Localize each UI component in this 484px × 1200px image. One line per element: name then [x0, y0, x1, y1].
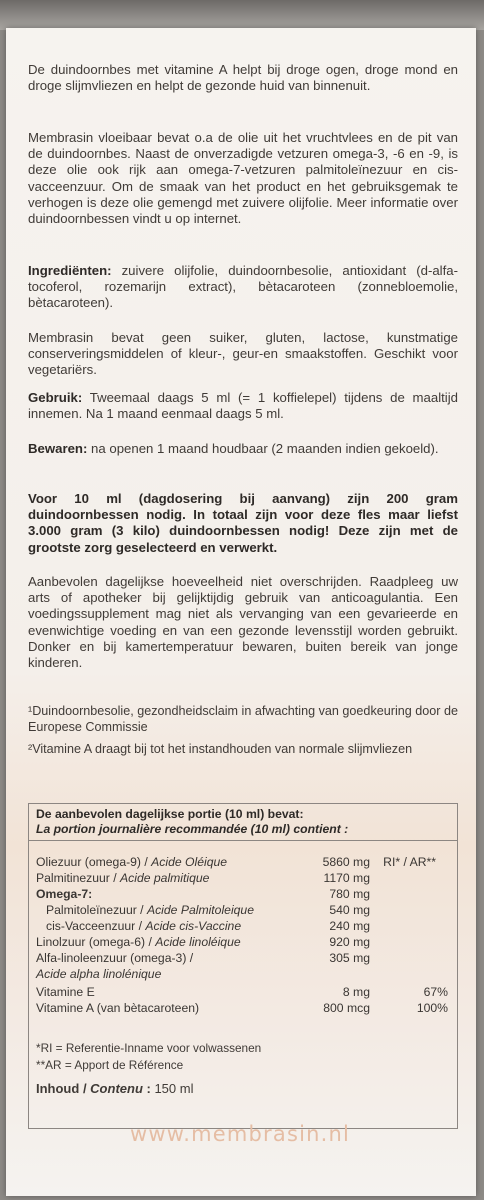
nutrition-row: Alfa-linoleenzuur (omega-3) / 305 mg	[36, 951, 370, 965]
storage-text: na openen 1 maand houdbaar (2 maanden indien gekoeld).	[87, 441, 439, 456]
storage-paragraph	[28, 441, 458, 457]
nutrition-row: Acide alpha linolénique	[36, 967, 162, 981]
nutrition-row: Vitamine E 8 mg 67%	[36, 985, 448, 999]
warning-paragraph: Aanbevolen dagelijkse hoeveelheid niet overschrijden. Raadpleeg uw arts of apotheker bij gelijktijdig gebruik van anticoagulantia. Een voedingssupplement mag niet als vervanging van een gevarieerde en evenwichtige voeding en van een gezonde levensstijl worden gebruikt. Donker en bij kamertemperatuur bewaren, buiten bereik van jonge kinderen.	[28, 574, 458, 671]
nutrition-header-fr: La portion journalière recommandée (10 ml) contient :	[36, 822, 349, 836]
nutrition-row: Vitamine A (van bètacaroteen) 800 mcg 100%	[36, 1001, 448, 1015]
footnote-2: ²Vitamine A draagt bij tot het instandhouden van normale slijmvliezen	[28, 742, 413, 756]
footnote-1: ¹Duindoornbesolie, gezondheidsclaim in afwachting van goedkeuring door de Europese Commissie	[28, 704, 458, 734]
nutrition-row: cis-Vacceenzuur / Acide cis-Vaccine 240 mg	[46, 919, 370, 933]
ingredients-text: zuivere olijfolie, duindoornbesolie, antioxidant (d-alfa-tocoferol, rozemarijn extract), bètacaroteen (zonnebloemolie, bètacaroteen).	[28, 263, 458, 311]
content-line: Inhoud / Contenu : 150 ml	[36, 1081, 194, 1096]
nutrition-header-nl: De aanbevolen dagelijkse portie (10 ml) bevat:	[36, 807, 304, 821]
brand-url: www.membrasin.nl	[130, 1122, 351, 1146]
nutrition-row: Palmitoleïnezuur / Acide Palmitoleique 540 mg	[46, 903, 370, 917]
ri-header: RI* / AR**	[383, 855, 436, 869]
package-panel	[6, 28, 476, 1196]
ingredients-label: Ingrediënten:	[28, 263, 112, 278]
storage-label: Bewaren:	[28, 441, 88, 456]
intro-paragraph: De duindoornbes met vitamine A helpt bij droge ogen, droge mond en droge slijmvliezen en helpt de gezonde huid van binnenuit.	[28, 62, 458, 94]
nutrition-header	[29, 804, 457, 841]
usage-paragraph	[28, 390, 458, 422]
ri-footnote: *RI = Referentie-Inname voor volwassenen	[36, 1041, 262, 1055]
description-paragraph: Membrasin vloeibaar bevat o.a de olie uit het vruchtvlees en de pit van de duindoornbes. Naast de onverzadigde vetzuren omega-3, -6 en -9, is deze olie ook rijk aan omega-7-vetzuren palmitoleïnezuur en cis-vacceenzuur. Om de smaak van het product en het gebruiksgemak te verhogen is deze olie gemengd met zuivere olijfolie. Meer informatie over duindoornbessen vindt u op internet.	[28, 130, 458, 227]
nutrition-row: Oliezuur (omega-9) / Acide Oléique 5860 mg RI* / AR**	[36, 855, 436, 869]
nutrition-table	[28, 803, 458, 1129]
nutrition-row: Linolzuur (omega-6) / Acide linoléique 920 mg	[36, 935, 370, 949]
ingredients-paragraph	[28, 263, 458, 312]
berry-statement: Voor 10 ml (dagdosering bij aanvang) zijn 200 gram duindoornbessen nodig. In totaal zijn voor deze fles maar liefst 3.000 gram (3 kilo) duindoornbessen nodig! Deze zijn met de grootste zorg geselecteerd en verwerkt.	[28, 491, 458, 555]
ar-footnote: **AR = Apport de Référence	[36, 1058, 184, 1072]
nutrition-row: Palmitinezuur / Acide palmitique 1170 mg	[36, 871, 370, 885]
free-from-paragraph: Membrasin bevat geen suiker, gluten, lactose, kunstmatige conserveringsmiddelen of kleur-, geur-en smaakstoffen. Geschikt voor vegetariërs.	[28, 330, 458, 378]
usage-label: Gebruik:	[28, 390, 83, 405]
background-top	[0, 0, 484, 30]
usage-text: Tweemaal daags 5 ml (= 1 koffielepel) tijdens de maaltijd innemen. Na 1 maand eenmaal daags 5 ml.	[28, 390, 458, 422]
nutrition-row: Omega-7: 780 mg	[36, 887, 370, 901]
